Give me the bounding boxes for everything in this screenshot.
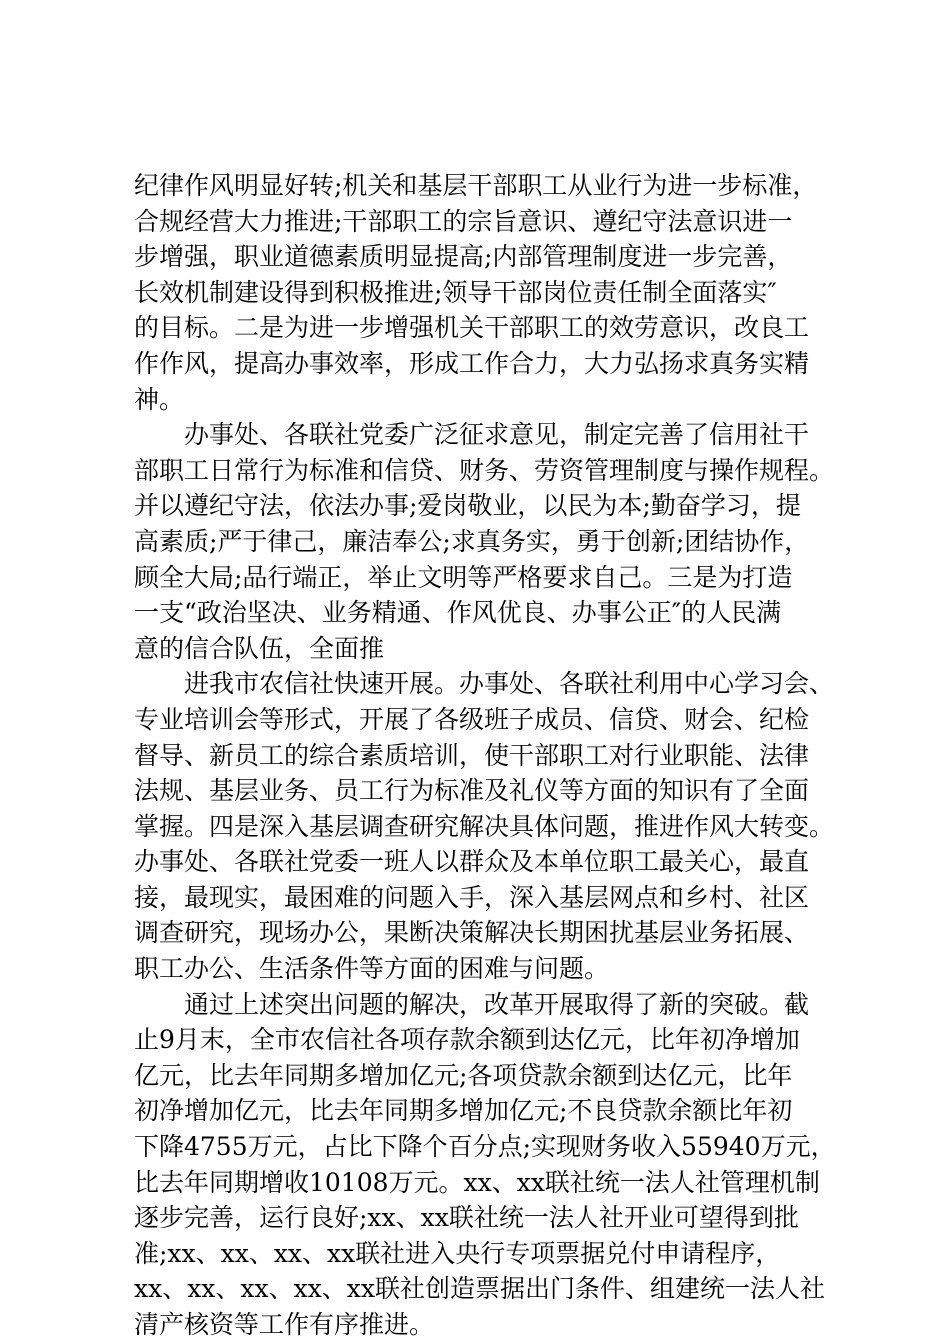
text-line: 进我市农信社快速开展。办事处、各联社利用中心学习会、 bbox=[184, 669, 835, 699]
paragraph-3 bbox=[134, 666, 834, 986]
text-line: 法规、基层业务、员工行为标准及礼仪等方面的知识有了全面 bbox=[134, 776, 810, 806]
text-line: 的目标。二是为进一步增强机关干部职工的效劳意识，改良工 bbox=[134, 313, 810, 343]
text-line: xx、xx、xx、xx、xx联社创造票据出门条件、组建统一法人社 bbox=[134, 1274, 825, 1304]
paragraph-1 bbox=[134, 168, 834, 417]
text-line: 顾全大局;品行端正，举止文明等严格要求自己。三是为打造 bbox=[134, 562, 793, 592]
text-line: 合规经营大力推进;干部职工的宗旨意识、遵纪守法意识进一 bbox=[134, 206, 793, 236]
text-line: 止9月末，全市农信社各项存款余额到达亿元，比年初净增加 bbox=[134, 1025, 800, 1055]
text-line: 比去年同期增收10108万元。xx、xx联社统一法人社管理机制 bbox=[134, 1167, 820, 1197]
text-line: 高素质;严于律己，廉洁奉公;求真务实，勇于创新;团结协作， bbox=[134, 526, 810, 556]
text-line: 准;xx、xx、xx、xx联社进入央行专项票据兑付申请程序， bbox=[134, 1238, 781, 1268]
text-line: 纪律作风明显好转;机关和基层干部职工从业行为进一步标准， bbox=[134, 171, 818, 200]
text-line: 部职工日常行为标准和信贷、财务、劳资管理制度与操作规程。 bbox=[134, 455, 835, 485]
text-line: 通过上述突出问题的解决，改革开展取得了新的突破。截 bbox=[184, 989, 810, 1019]
text-line: 一支“政治坚决、业务精通、作风优良、办事公正″的人民满 bbox=[134, 598, 782, 628]
text-line: 亿元，比去年同期多增加亿元;各项贷款余额到达亿元，比年 bbox=[134, 1060, 793, 1090]
text-line: 神。 bbox=[134, 384, 185, 414]
text-line: 专业培训会等形式，开展了各级班子成员、信贷、财会、纪检 bbox=[134, 704, 810, 734]
text-line: 清产核资等工作有序推进。 bbox=[134, 1310, 435, 1339]
text-line: 意的信合队伍，全面推 bbox=[134, 633, 385, 663]
text-line: 逐步完善，运行良好;xx、xx联社统一法人社开业可望得到批 bbox=[134, 1203, 799, 1233]
text-line: 接，最现实，最困难的问题入手，深入基层网点和乡村、社区 bbox=[134, 882, 810, 912]
text-line: 调查研究，现场办公，果断决策解决长期困扰基层业务拓展、 bbox=[134, 918, 810, 948]
text-line: 掌握。四是深入基层调查研究解决具体问题，推进作风大转变。 bbox=[134, 811, 835, 841]
text-line: 初净增加亿元，比去年同期多增加亿元;不良贷款余额比年初 bbox=[134, 1096, 793, 1126]
text-line: 下降4755万元，占比下降个百分点;实现财务收入55940万元， bbox=[134, 1132, 836, 1162]
document-body bbox=[134, 168, 834, 1343]
text-line: 办事处、各联社党委一班人以群众及本单位职工最关心，最直 bbox=[134, 847, 810, 877]
text-line: 并以遵纪守法，依法办事;爱岗敬业，以民为本;勤奋学习，提 bbox=[134, 491, 801, 521]
text-line: 职工办公、生活条件等方面的困难与问题。 bbox=[134, 954, 610, 984]
text-line: 作作风，提高办事效率，形成工作合力，大力弘扬求真务实精 bbox=[134, 348, 810, 378]
text-line: 办事处、各联社党委广泛征求意见，制定完善了信用社干 bbox=[184, 420, 810, 450]
text-line: 督导、新员工的综合素质培训，使干部职工对行业职能、法律 bbox=[134, 740, 810, 770]
paragraph-2 bbox=[134, 417, 834, 666]
text-line: 步增强，职业道德素质明显提高;内部管理制度进一步完善， bbox=[134, 242, 793, 272]
text-line: 长效机制建设得到积极推进;领导干部岗位责任制全面落实″ bbox=[134, 277, 777, 307]
paragraph-4 bbox=[134, 987, 834, 1343]
